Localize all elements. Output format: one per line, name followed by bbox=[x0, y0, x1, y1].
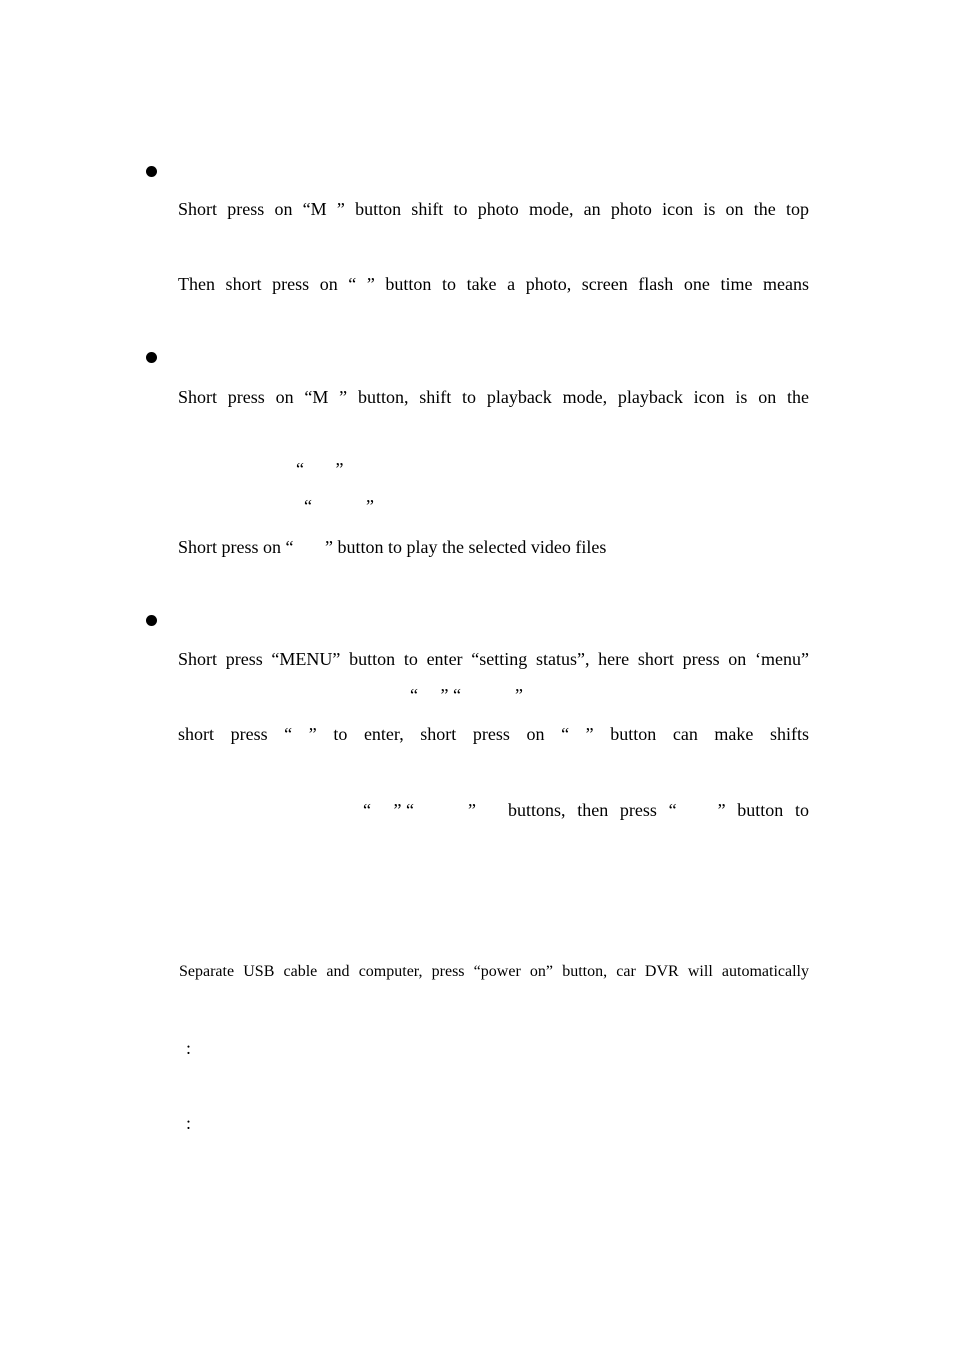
setting-line-1: Short press “MENU” button to enter “setting status”, here short press on ‘menu” bbox=[178, 649, 809, 669]
setting-line-3-tail: buttons, then press “ ” button to bbox=[508, 800, 809, 820]
photo-line-2: Then short press on “ ” button to take a photo, screen flash one time means bbox=[178, 274, 809, 294]
playback-line-2: Short press on “ ” button to play the selected video files bbox=[178, 537, 607, 557]
playback-quote-1: “ ” bbox=[296, 459, 344, 479]
setting-quotes-2: “ ” “ ” bbox=[363, 800, 476, 820]
bullet-setting bbox=[146, 615, 157, 626]
setting-quotes: “ ” “ ” bbox=[410, 685, 523, 705]
usb-colon-1: : bbox=[186, 1038, 192, 1058]
bullet-photo bbox=[146, 166, 157, 177]
photo-line-1: Short press on “M ” button shift to photo mode, an photo icon is on the top bbox=[178, 199, 809, 219]
playback-line-1: Short press on “M ” button, shift to playback mode, playback icon is on the bbox=[178, 387, 809, 407]
playback-quote-2: “ ” bbox=[304, 496, 374, 516]
usb-colon-2: : bbox=[186, 1113, 192, 1133]
setting-line-2: short press “ ” to enter, short press on “ ” button can make shifts bbox=[178, 724, 809, 744]
usb-line-1: Separate USB cable and computer, press “power on” button, car DVR will automatically bbox=[179, 963, 809, 980]
bullet-playback bbox=[146, 352, 157, 363]
